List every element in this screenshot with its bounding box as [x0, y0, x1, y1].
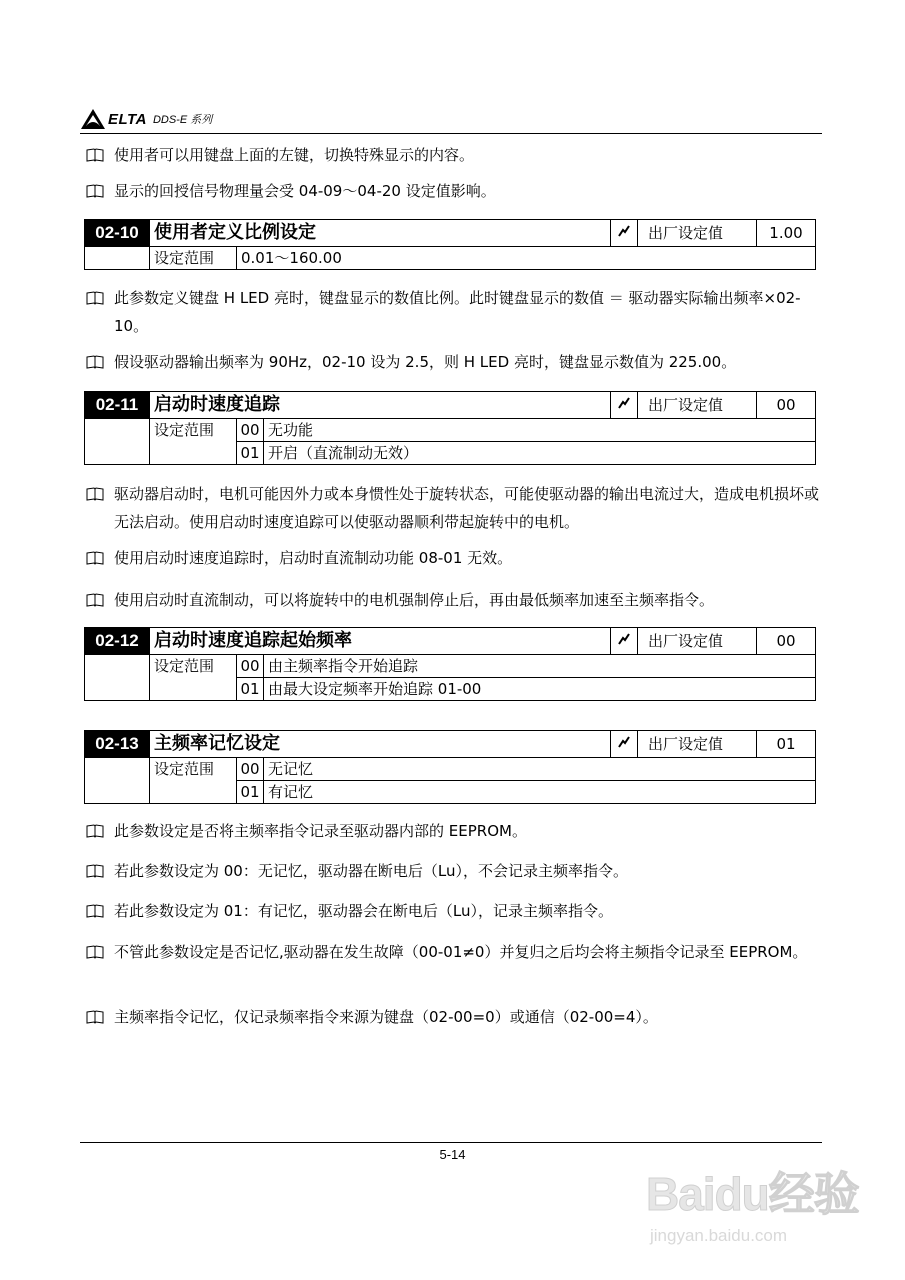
note — [86, 348, 826, 376]
param-code: 02-11 — [85, 392, 150, 419]
book-icon — [86, 904, 104, 918]
watermark-brand: Baidu经验 — [646, 1168, 859, 1220]
blank-cell — [85, 419, 150, 465]
book-icon — [86, 551, 104, 565]
param-name: 启动时速度追踪起始频率 — [150, 628, 611, 655]
option-text: 由主频率指令开始追踪 — [264, 655, 816, 678]
modifiable-icon — [611, 392, 638, 419]
header-rule — [80, 133, 822, 134]
note-text: 不管此参数设定是否记忆,驱动器在发生故障（00-01≠0）并复归之后均会将主频指令记录至 EEPROM。 — [114, 943, 808, 961]
note — [86, 177, 826, 205]
option-code: 00 — [237, 655, 264, 678]
note — [86, 857, 826, 885]
note-text: 驱动器启动时，电机可能因外力或本身惯性处于旋转状态，可能使驱动器的输出电流过大，造成电机损坏或无法启动。使用启动时速度追踪可以使驱动器顺利带起旋转中的电机。 — [114, 485, 820, 531]
blank-cell — [85, 758, 150, 804]
option-text: 开启（直流制动无效） — [264, 442, 816, 465]
watermark-url: jingyan.baidu.com — [650, 1226, 788, 1245]
brand-name: ELTA — [108, 110, 147, 128]
range-label: 设定范围 — [150, 655, 237, 701]
note-text: 若此参数设定为 01：有记忆，驱动器会在断电后（Lu），记录主频率指令。 — [114, 902, 613, 920]
delta-logo-icon — [80, 108, 106, 130]
footer-rule — [80, 1142, 822, 1143]
param-name: 主频率记忆设定 — [150, 731, 611, 758]
blank-cell — [85, 247, 150, 270]
option-code: 01 — [237, 678, 264, 701]
param-code: 02-10 — [85, 220, 150, 247]
param-table-02-13 — [84, 730, 816, 804]
modifiable-icon — [611, 628, 638, 655]
param-table-02-12 — [84, 627, 816, 701]
note-text: 假设驱动器输出频率为 90Hz，02-10 设为 2.5，则 H LED 亮时，键盘显示数值为 225.00。 — [114, 353, 737, 371]
modifiable-icon — [611, 731, 638, 758]
note — [86, 141, 826, 169]
series-label: DDS-E 系列 — [152, 114, 213, 126]
param-table-02-10 — [84, 219, 816, 270]
default-value: 00 — [757, 628, 816, 655]
default-label: 出厂设定值 — [638, 628, 757, 655]
option-text: 有记忆 — [264, 781, 816, 804]
note — [86, 817, 826, 845]
note-text: 主频率指令记忆，仅记录频率指令来源为键盘（02-00=0）或通信（02-00=4）。 — [114, 1008, 658, 1026]
option-text: 无记忆 — [264, 758, 816, 781]
book-icon — [86, 148, 104, 162]
note — [86, 284, 826, 340]
default-value: 00 — [757, 392, 816, 419]
blank-cell — [85, 655, 150, 701]
note — [86, 1003, 826, 1031]
option-code: 01 — [237, 442, 264, 465]
book-icon — [86, 593, 104, 607]
default-label: 出厂设定值 — [638, 392, 757, 419]
book-icon — [86, 291, 104, 305]
default-label: 出厂设定值 — [638, 220, 757, 247]
note — [86, 480, 826, 536]
note — [86, 897, 826, 925]
note — [86, 586, 826, 614]
option-code: 00 — [237, 419, 264, 442]
book-icon — [86, 945, 104, 959]
default-label: 出厂设定值 — [638, 731, 757, 758]
book-icon — [86, 1010, 104, 1024]
default-value: 1.00 — [757, 220, 816, 247]
note-text: 使用者可以用键盘上面的左键，切换特殊显示的内容。 — [114, 146, 475, 164]
range-value: 0.01～160.00 — [237, 247, 816, 270]
option-text: 由最大设定频率开始追踪 01-00 — [264, 678, 816, 701]
modifiable-icon — [611, 220, 638, 247]
note-text: 若此参数设定为 00：无记忆，驱动器在断电后（Lu），不会记录主频率指令。 — [114, 862, 628, 880]
baidu-watermark — [642, 1148, 862, 1268]
range-label: 设定范围 — [150, 247, 237, 270]
book-icon — [86, 824, 104, 838]
note-text: 显示的回授信号物理量会受 04-09～04-20 设定值影响。 — [114, 182, 496, 200]
note-text: 使用启动时直流制动，可以将旋转中的电机强制停止后，再由最低频率加速至主频率指令。 — [114, 591, 715, 609]
delta-logo — [80, 108, 212, 130]
range-label: 设定范围 — [150, 758, 237, 804]
page-number: 5-14 — [439, 1147, 466, 1162]
note-text: 使用启动时速度追踪时，启动时直流制动功能 08-01 无效。 — [114, 549, 513, 567]
book-icon — [86, 864, 104, 878]
option-code: 00 — [237, 758, 264, 781]
page-header — [80, 108, 822, 134]
param-name: 启动时速度追踪 — [150, 392, 611, 419]
note-text: 此参数定义键盘 H LED 亮时，键盘显示的数值比例。此时键盘显示的数值 ＝ 驱动器实际输出频率×02-10。 — [114, 289, 801, 335]
default-value: 01 — [757, 731, 816, 758]
book-icon — [86, 184, 104, 198]
param-code: 02-13 — [85, 731, 150, 758]
option-text: 无功能 — [264, 419, 816, 442]
note-text: 此参数设定是否将主频率指令记录至驱动器内部的 EEPROM。 — [114, 822, 527, 840]
book-icon — [86, 487, 104, 501]
book-icon — [86, 355, 104, 369]
param-table-02-11 — [84, 391, 816, 465]
note — [86, 544, 826, 572]
param-code: 02-12 — [85, 628, 150, 655]
note — [86, 938, 826, 966]
option-code: 01 — [237, 781, 264, 804]
range-label: 设定范围 — [150, 419, 237, 465]
param-name: 使用者定义比例设定 — [150, 220, 611, 247]
